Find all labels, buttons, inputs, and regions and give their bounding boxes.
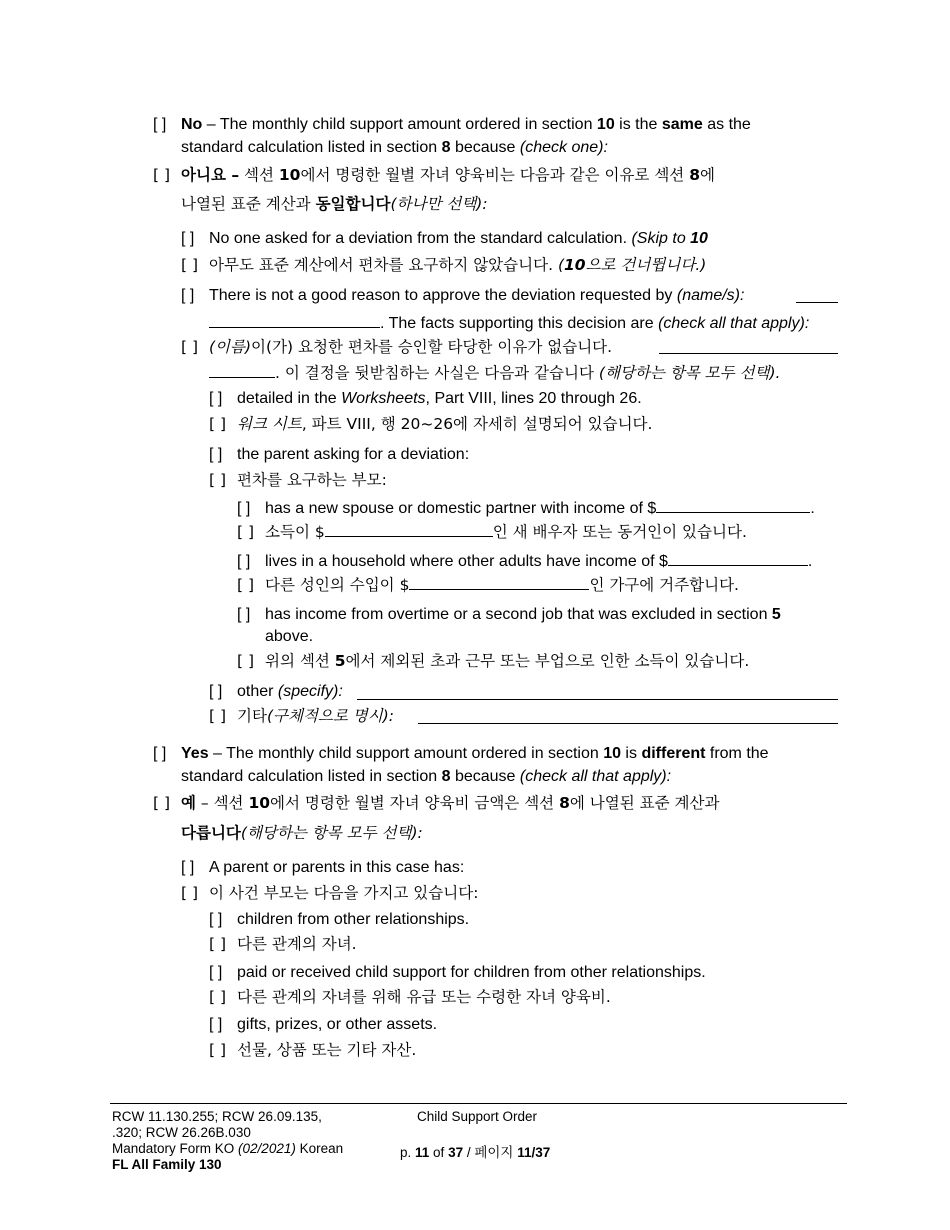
checkbox-parents-has[interactable]: [ ]: [181, 859, 195, 876]
checkbox-detailed-ko[interactable]: [ ]: [209, 415, 227, 433]
overtime-en-line1: [ ] has income from overtime or a second job that was excluded in section 5: [237, 606, 781, 623]
yes-ko-line1: [ ] 예 – 섹션 10에서 명령한 월별 자녀 양육비 금액은 섹션 8에 나열된 표준 계산과: [153, 794, 720, 812]
names-field-ko[interactable]: [659, 352, 838, 354]
detailed-en: [ ] detailed in the Worksheets, Part VIII, lines 20 through 26.: [209, 390, 642, 407]
noone-ko: [ ] 아무도 표준 계산에서 편차를 요구하지 않았습니다. (10으로 건너뜁니다.): [181, 256, 707, 274]
detailed-ko: [ ] 워크 시트, 파트 VIII, 행 20~26에 자세히 설명되어 있습니다.: [209, 415, 653, 433]
checkbox-detailed[interactable]: [ ]: [209, 390, 223, 407]
checkbox-paid-received-ko[interactable]: [ ]: [209, 988, 227, 1006]
noone-en: [ ] No one asked for a deviation from the standard calculation. (Skip to 10: [181, 230, 708, 247]
names-field-end[interactable]: [796, 301, 838, 303]
yes-ko-line2: 다릅니다(해당하는 항목 모두 선택):: [181, 824, 423, 842]
footer-divider: [110, 1103, 847, 1104]
overtime-ko: [ ] 위의 섹션 5에서 제외된 초과 근무 또는 부업으로 인한 소득이 있습니다.: [237, 652, 750, 670]
footer-form-id: FL All Family 130: [112, 1157, 222, 1172]
footer-page-number: p. 11 of 37 / 페이지 11/37: [400, 1145, 551, 1160]
checkbox-spouse[interactable]: [ ]: [237, 500, 251, 517]
parent-asking-ko: [ ] 편차를 요구하는 부모:: [209, 471, 387, 489]
children-other-en: [ ] children from other relationships.: [209, 911, 470, 928]
names-field-ko-end[interactable]: [209, 362, 275, 378]
overtime-en-line2: above.: [265, 628, 314, 645]
other-en: [ ] other (specify):: [209, 683, 343, 700]
checkbox-overtime[interactable]: [ ]: [237, 606, 251, 623]
spouse-income-field-ko[interactable]: [325, 521, 493, 537]
checkbox-spouse-ko[interactable]: [ ]: [237, 523, 255, 541]
other-specify-field-ko[interactable]: [418, 722, 838, 724]
checkbox-parent-asking-ko[interactable]: [ ]: [209, 471, 227, 489]
checkbox-household-ko[interactable]: [ ]: [237, 576, 255, 594]
parent-asking-en: [ ] the parent asking for a deviation:: [209, 446, 470, 463]
checkbox-yes[interactable]: [ ]: [153, 745, 167, 762]
household-ko: [ ] 다른 성인의 수입이 $ 인 가구에 거주합니다.: [237, 576, 739, 594]
noreason-ko-line2: . 이 결정을 뒷받침하는 사실은 다음과 같습니다 (해당하는 항목 모두 선택).: [209, 362, 780, 383]
gifts-en: [ ] gifts, prizes, or other assets.: [209, 1016, 438, 1033]
checkbox-noone-ko[interactable]: [ ]: [181, 256, 199, 274]
yes-en-line1: [ ] Yes – The monthly child support amount ordered in section 10 is different from the: [153, 745, 769, 762]
footer-title: Child Support Order: [417, 1109, 538, 1124]
checkbox-children-other-ko[interactable]: [ ]: [209, 935, 227, 953]
children-other-ko: [ ] 다른 관계의 자녀.: [209, 935, 357, 953]
noreason-en-line1: [ ] There is not a good reason to approve the deviation requested by (name/s):: [181, 287, 745, 304]
gifts-ko: [ ] 선물, 상품 또는 기타 자산.: [209, 1041, 417, 1059]
no-ko-line1: [ ] 아니요 – 섹션 10에서 명령한 월별 자녀 양육비는 다음과 같은 이유로 섹션 8에: [153, 166, 715, 184]
checkbox-no-ko[interactable]: [ ]: [153, 166, 171, 184]
parents-has-en: [ ] A parent or parents in this case has:: [181, 859, 465, 876]
checkbox-children-other[interactable]: [ ]: [209, 911, 223, 928]
footer-mandatory: Mandatory Form KO (02/2021) Korean: [112, 1141, 344, 1156]
household-income-field[interactable]: [668, 550, 808, 566]
footer-rcw-1: RCW 11.130.255; RCW 26.09.135,: [112, 1109, 322, 1124]
checkbox-paid-received[interactable]: [ ]: [209, 964, 223, 981]
paid-received-ko: [ ] 다른 관계의 자녀를 위해 유급 또는 수령한 자녀 양육비.: [209, 988, 611, 1006]
yes-en-line2: standard calculation listed in section 8 because (check all that apply):: [181, 768, 672, 785]
checkbox-parents-has-ko[interactable]: [ ]: [181, 884, 199, 902]
checkbox-yes-ko[interactable]: [ ]: [153, 794, 171, 812]
checkbox-other[interactable]: [ ]: [209, 683, 223, 700]
household-income-field-ko[interactable]: [409, 574, 589, 590]
checkbox-gifts[interactable]: [ ]: [209, 1016, 223, 1033]
parents-has-ko: [ ] 이 사건 부모는 다음을 가지고 있습니다:: [181, 884, 479, 902]
spouse-ko: [ ] 소득이 $ 인 새 배우자 또는 동거인이 있습니다.: [237, 523, 747, 541]
footer-rcw-2: .320; RCW 26.26B.030: [112, 1125, 251, 1140]
other-ko: [ ] 기타(구체적으로 명시):: [209, 707, 395, 725]
checkbox-overtime-ko[interactable]: [ ]: [237, 652, 255, 670]
checkbox-no[interactable]: [ ]: [153, 116, 167, 133]
checkbox-other-ko[interactable]: [ ]: [209, 707, 227, 725]
spouse-income-field[interactable]: [656, 497, 810, 513]
paid-received-en: [ ] paid or received child support for children from other relationships.: [209, 964, 706, 981]
noreason-en-line2: . The facts supporting this decision are (check all that apply):: [209, 312, 809, 334]
checkbox-noreason-ko[interactable]: [ ]: [181, 338, 199, 356]
spouse-en: [ ] has a new spouse or domestic partner with income of $ .: [237, 497, 815, 519]
household-en: [ ] lives in a household where other adults have income of $ .: [237, 550, 812, 572]
checkbox-gifts-ko[interactable]: [ ]: [209, 1041, 227, 1059]
checkbox-household[interactable]: [ ]: [237, 553, 251, 570]
other-specify-field[interactable]: [357, 698, 838, 700]
no-en-line1: [ ] No – The monthly child support amount ordered in section 10 is the same as the: [153, 116, 751, 133]
checkbox-noone[interactable]: [ ]: [181, 230, 195, 247]
checkbox-parent-asking[interactable]: [ ]: [209, 446, 223, 463]
no-en-line2: standard calculation listed in section 8 because (check one):: [181, 139, 608, 156]
names-field[interactable]: [209, 312, 380, 328]
checkbox-noreason[interactable]: [ ]: [181, 287, 195, 304]
noreason-ko-line1: [ ] (이름)이(가) 요청한 편차를 승인할 타당한 이유가 없습니다.: [181, 338, 613, 356]
no-ko-line2: 나열된 표준 계산과 동일합니다(하나만 선택):: [181, 195, 488, 213]
